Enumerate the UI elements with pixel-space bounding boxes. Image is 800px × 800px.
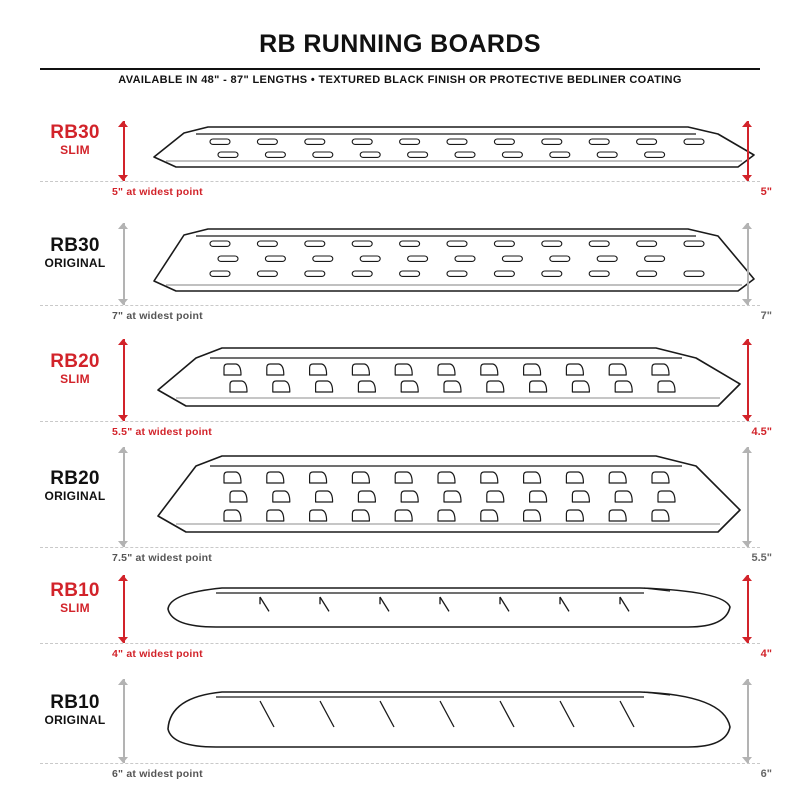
height-measurement-label: 5" bbox=[760, 186, 772, 198]
board-label bbox=[30, 352, 120, 386]
board-model: RB20 bbox=[50, 351, 100, 372]
height-measure-arrow-left bbox=[118, 121, 130, 181]
row-divider bbox=[40, 547, 760, 548]
row-divider bbox=[40, 421, 760, 422]
board-variant: SLIM bbox=[60, 372, 90, 386]
board-label bbox=[30, 693, 120, 727]
board-illustration bbox=[150, 119, 760, 171]
arrow-line bbox=[123, 447, 125, 547]
board-model: RB30 bbox=[50, 122, 100, 143]
arrow-line bbox=[747, 121, 749, 181]
row-divider bbox=[40, 181, 760, 182]
board-row bbox=[0, 108, 800, 208]
header-subtitle: AVAILABLE IN 48" - 87" LENGTHS • TEXTURED BLACK FINISH OR PROTECTIVE BEDLINER COATING bbox=[118, 74, 682, 86]
width-measurement-label: 4" at widest point bbox=[112, 648, 203, 660]
width-measurement-label: 6" at widest point bbox=[112, 768, 203, 780]
page-title: RB RUNNING BOARDS bbox=[259, 30, 541, 58]
arrow-line bbox=[123, 575, 125, 643]
row-divider bbox=[40, 643, 760, 644]
board-variant: ORIGINAL bbox=[44, 256, 106, 270]
height-measurement-label: 7" bbox=[760, 310, 772, 322]
board-row bbox=[0, 566, 800, 666]
board-row bbox=[0, 444, 800, 564]
board-model: RB10 bbox=[50, 580, 100, 601]
board-variant: SLIM bbox=[60, 143, 90, 157]
board-variant: SLIM bbox=[60, 601, 90, 615]
board-label bbox=[30, 123, 120, 157]
board-illustration bbox=[152, 337, 748, 411]
height-measurement-label: 5.5" bbox=[751, 552, 772, 564]
board-label bbox=[30, 236, 120, 270]
row-divider bbox=[40, 763, 760, 764]
board-illustration bbox=[152, 445, 748, 537]
board-variant: ORIGINAL bbox=[44, 489, 106, 503]
board-model: RB10 bbox=[50, 692, 100, 713]
height-measure-arrow-left bbox=[118, 575, 130, 643]
height-measure-arrow-right bbox=[742, 575, 754, 643]
arrow-line bbox=[123, 121, 125, 181]
board-label bbox=[30, 581, 120, 615]
height-measure-arrow-right bbox=[742, 339, 754, 421]
arrow-line bbox=[123, 339, 125, 421]
arrow-line bbox=[123, 223, 125, 305]
height-measurement-label: 4" bbox=[760, 648, 772, 660]
arrow-line bbox=[747, 447, 749, 547]
board-model: RB20 bbox=[50, 468, 100, 489]
board-illustration bbox=[160, 573, 740, 633]
height-measure-arrow-right bbox=[742, 223, 754, 305]
height-measure-arrow-right bbox=[742, 679, 754, 763]
width-measurement-label: 7" at widest point bbox=[112, 310, 203, 322]
arrow-line bbox=[747, 223, 749, 305]
board-variant: ORIGINAL bbox=[44, 713, 106, 727]
width-measurement-label: 5.5" at widest point bbox=[112, 426, 212, 438]
width-measurement-label: 5" at widest point bbox=[112, 186, 203, 198]
arrow-line bbox=[123, 679, 125, 763]
height-measurement-label: 6" bbox=[760, 768, 772, 780]
height-measure-arrow-right bbox=[742, 121, 754, 181]
board-row bbox=[0, 668, 800, 788]
board-illustration bbox=[150, 221, 760, 295]
height-measure-arrow-right bbox=[742, 447, 754, 547]
row-divider bbox=[40, 305, 760, 306]
height-measure-arrow-left bbox=[118, 223, 130, 305]
arrow-line bbox=[747, 575, 749, 643]
page-header bbox=[0, 0, 800, 86]
height-measure-arrow-left bbox=[118, 339, 130, 421]
height-measure-arrow-left bbox=[118, 679, 130, 763]
board-model: RB30 bbox=[50, 235, 100, 256]
board-row bbox=[0, 334, 800, 440]
width-measurement-label: 7.5" at widest point bbox=[112, 552, 212, 564]
board-label bbox=[30, 469, 120, 503]
arrow-line bbox=[747, 679, 749, 763]
header-divider bbox=[40, 68, 760, 70]
board-illustration bbox=[160, 677, 740, 753]
height-measurement-label: 4.5" bbox=[751, 426, 772, 438]
arrow-line bbox=[747, 339, 749, 421]
height-measure-arrow-left bbox=[118, 447, 130, 547]
board-row bbox=[0, 212, 800, 330]
